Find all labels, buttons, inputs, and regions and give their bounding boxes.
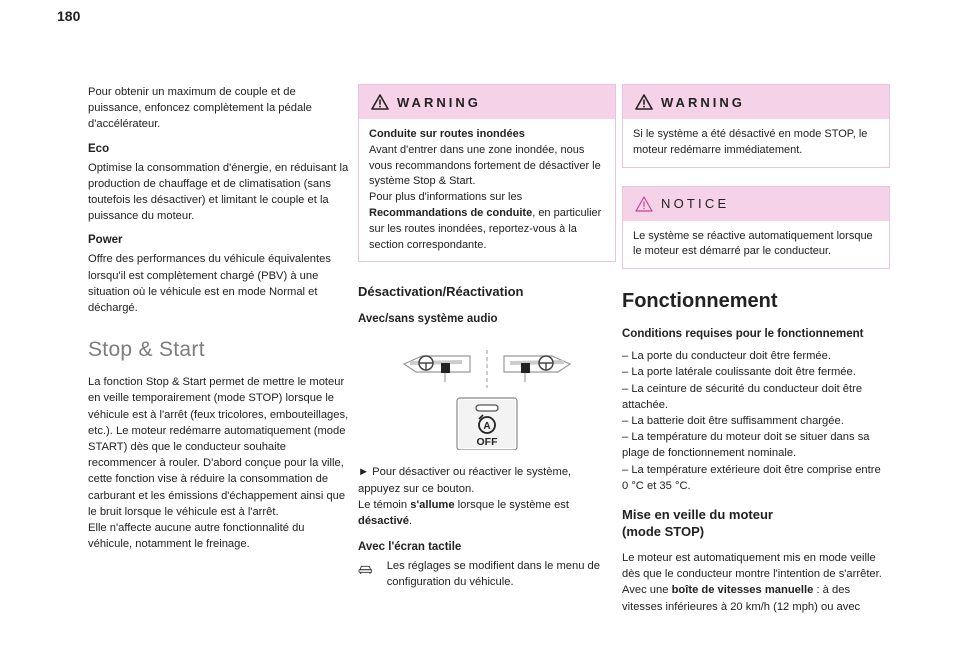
warning-box-header — [359, 85, 615, 119]
intro-paragraph: Pour obtenir un maximum de couple et de puissance, enfoncez complètement la pédale d'accélérateur. — [88, 86, 312, 131]
fonctionnement-heading: Fonctionnement — [622, 290, 778, 313]
column-1 — [88, 84, 350, 552]
stop-start-paragraph: La fonction Stop & Start permet de mettre le moteur en veille temporairement (mode STOP) lorsque le véhicule est à l'arrêt (feux tricolores, embouteillages, etc.). Le moteur redémarre automatiquement (mode START) dès que le conducteur souhaite recommencer à rouler. D'abord conçue pour la ville, cette fonction vise à réduire la consommation de carburant et les émissions d'échappement ainsi que le bruit lorsque le véhicule est à l'arrêt. — [88, 376, 349, 518]
warning-text: Avant d'entrer dans une zone inondée, nous vous recommandons fortement de désactiver le système Stop & Start. — [369, 143, 601, 188]
instruction-part: . — [409, 514, 413, 527]
dashboard-illustration — [358, 330, 616, 450]
instruction-part: Le témoin — [358, 498, 411, 511]
stop-mode-heading: Mise en veille du moteur (mode STOP) — [622, 507, 773, 540]
warning-triangle-icon — [635, 94, 653, 110]
stop-start-paragraph-2: Elle n'affecte aucune autre fonctionnalité du véhicule, notamment le freinage. — [88, 522, 305, 551]
instruction-2 — [358, 497, 616, 529]
instruction-part: lorsque le système est — [454, 498, 569, 511]
warning-box-body — [359, 119, 615, 261]
off-label: OFF — [476, 436, 498, 449]
power-paragraph: Offre des performances du véhicule équivalentes lorsqu'il est complètement chargé (PBV) à une situation où le véhicule est en mode Normal et déchargé. — [88, 253, 331, 315]
warning-triangle-icon — [371, 94, 389, 110]
warning-box-stop — [622, 84, 890, 168]
warning-box-body: Si le système a été désactivé en mode STOP, le moteur redémarre immédiatement. — [633, 128, 868, 156]
conditions-heading: Conditions requises pour le fonctionnement — [622, 328, 864, 341]
deactivation-heading: Désactivation/Réactivation — [358, 284, 524, 300]
warning-box-header — [623, 85, 889, 119]
notice-triangle-icon — [635, 196, 653, 212]
touchscreen-text: Les réglages se modifient dans le menu de configuration du véhicule. — [386, 560, 601, 589]
eco-heading: Eco — [88, 142, 110, 155]
warning-box-flood — [358, 84, 616, 262]
car-settings-icon — [358, 561, 373, 577]
condition-item: – La température extérieure doit être comprise entre 0 °C et 35 °C. — [622, 463, 881, 492]
notice-box — [622, 186, 890, 270]
warning-text-part: Pour plus d'informations sur les — [369, 191, 523, 204]
conditions-list — [622, 348, 890, 494]
condition-item: – La température du moteur doit se situer dans sa plage de fonctionnement nominale. — [622, 431, 870, 460]
condition-item: – La ceinture de sécurité du conducteur doit être attachée. — [622, 382, 863, 411]
audio-subheading: Avec/sans système audio — [358, 313, 498, 326]
instruction-1: ► Pour désactiver ou réactiver le système, appuyez sur ce bouton. — [358, 466, 572, 495]
stop-mode-part: Avec une — [622, 584, 672, 597]
condition-item: – La batterie doit être suffisamment chargée. — [622, 415, 844, 427]
notice-label: NOTICE — [661, 196, 730, 212]
page-number: 180 — [57, 8, 81, 24]
instruction-bold-lights: s'allume — [410, 498, 455, 511]
manual-gearbox-bold: boîte de vitesses manuelle — [671, 584, 814, 597]
warning-text-more — [369, 190, 605, 253]
eco-paragraph: Optimise la consommation d'énergie, en réduisant la production de chauffage et de climatisation (sans toutefois les désactiver) et limitant le couple et la puissance du moteur. — [88, 161, 349, 223]
condition-item: – La porte latérale coulissante doit être fermée. — [622, 366, 856, 379]
column-3 — [622, 84, 890, 615]
svg-text:A: A — [483, 421, 491, 433]
stop-start-button-illustration — [358, 330, 616, 450]
touchscreen-subheading: Avec l'écran tactile — [358, 541, 462, 554]
notice-box-body: Le système se réactive automatiquement lorsque le moteur est démarré par le conducteur. — [633, 229, 873, 258]
notice-box-header — [623, 187, 889, 221]
stop-mode-paragraph: Le moteur est automatiquement mis en mode veille dès que le conducteur montre l'intention de s'arrêter. — [622, 552, 882, 581]
warning-text-part: , en particulier sur les routes inondées, reportez-vous à la section correspondante. — [369, 206, 602, 251]
warning-label: WARNING — [661, 94, 745, 110]
stop-mode-part: : à des vitesses inférieures à 20 km/h (12 mph) ou avec — [622, 584, 861, 613]
driving-recommendations-ref: Recommandations de conduite — [369, 206, 533, 219]
warning-title: Conduite sur routes inondées — [369, 128, 525, 140]
column-2 — [358, 84, 616, 591]
stop-mode-paragraph-2 — [622, 582, 890, 614]
instruction-bold-deactivated: désactivé — [358, 514, 409, 527]
condition-item: – La porte du conducteur doit être fermée. — [622, 350, 831, 363]
stop-start-heading: Stop & Start — [88, 338, 205, 362]
power-heading: Power — [88, 234, 123, 247]
warning-label: WARNING — [397, 94, 481, 110]
touchscreen-tip — [358, 558, 616, 590]
